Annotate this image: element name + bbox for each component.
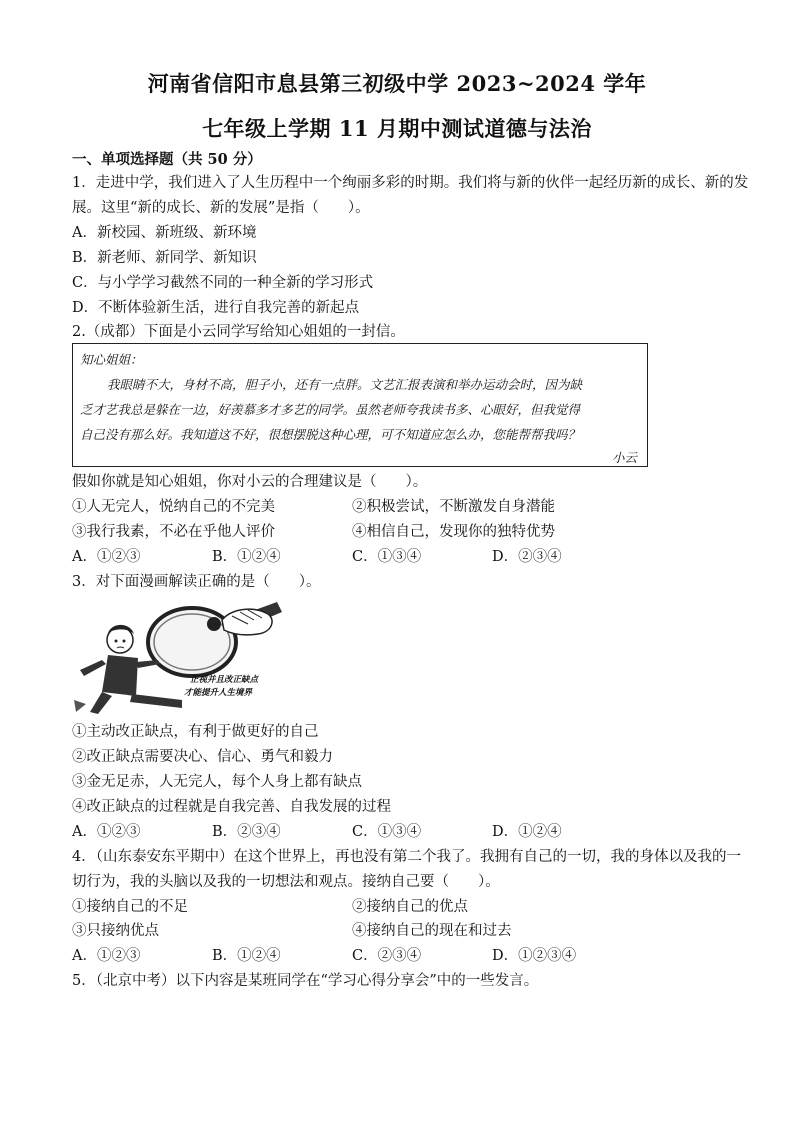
- q4-statement-2: ②接纳自己的优点: [352, 899, 468, 915]
- q1-stem-line2: 展。这里“新的成长、新的发展”是指（ ）。: [72, 200, 370, 216]
- q1-stem-line1: 1．走进中学，我们进入了人生历程中一个绚丽多彩的时期。我们将与新的伙伴一起经历新的成长、新的发: [72, 175, 749, 191]
- letter-box: [72, 343, 648, 467]
- q1-option-c: C．与小学学习截然不同的一种全新的学习形式: [72, 275, 374, 291]
- q3-statement-4: ④改正缺点的过程就是自我完善、自我发展的过程: [72, 799, 391, 815]
- q4-option-c: C．②③④: [352, 948, 422, 964]
- q3-statement-2: ②改正缺点需要决心、信心、勇气和毅力: [72, 749, 333, 765]
- q2-stem: 2.（成都）下面是小云同学写给知心姐姐的一封信。: [72, 324, 405, 340]
- q4-option-b: B．①②④: [212, 948, 281, 964]
- letter-line3: 自己没有那么好。我知道这不好，很想摆脱这种心理，可不知道应怎么办，您能帮帮我吗？: [80, 427, 581, 442]
- man-body: [102, 655, 138, 696]
- q4-statement-3: ③只接纳优点: [72, 923, 159, 939]
- letter-signature: 小云: [611, 450, 637, 465]
- exam-title-line2: 七年级上学期 11 月期中测试道德与法治: [202, 116, 592, 141]
- q3-statement-3: ③金无足赤，人无完人，每个人身上都有缺点: [72, 774, 362, 790]
- q2-ask: 假如你就是知心姐姐，你对小云的合理建议是（ ）。: [72, 474, 428, 490]
- hand-illustration: [222, 609, 272, 635]
- q2-option-a: A．①②③: [72, 549, 141, 565]
- letter-salutation: 知心姐姐：: [80, 352, 143, 367]
- q5-stem: 5．（北京中考）以下内容是某班同学在“学习心得分享会”中的一些发言。: [72, 973, 539, 989]
- q3-option-d: D．①②④: [492, 824, 562, 840]
- q2-statement-3: ③我行我素，不必在乎他人评价: [72, 524, 275, 540]
- q2-statement-1: ①人无完人，悦纳自己的不完美: [72, 499, 275, 515]
- q4-option-d: D．①②③④: [492, 948, 577, 964]
- section-heading: 一、单项选择题（共 50 分）: [72, 151, 262, 168]
- comic-illustration: [72, 600, 282, 715]
- q1-option-d: D．不断体验新生活，进行自我完善的新起点: [72, 300, 360, 316]
- q2-statement-4: ④相信自己，发现你的独特优势: [352, 524, 555, 540]
- q1-option-a: A．新校园、新班级、新环境: [72, 225, 257, 241]
- q2-option-b: B．①②④: [212, 549, 281, 565]
- q2-statement-2: ②积极尝试，不断激发自身潜能: [352, 499, 555, 515]
- q4-option-a: A．①②③: [72, 948, 141, 964]
- comic-caption-2: 才能提升人生境界: [184, 688, 253, 698]
- q4-stem-line2: 切行为，我的头脑以及我的一切想法和观点。接纳自己要（ ）。: [72, 874, 500, 890]
- q3-statement-1: ①主动改正缺点，有利于做更好的自己: [72, 724, 319, 740]
- q3-option-c: C．①③④: [352, 824, 422, 840]
- letter-line2: 乏才艺我总是躲在一边，好羡慕多才多艺的同学。虽然老师夸我读书多、心眼好，但我觉得: [80, 402, 581, 417]
- comic-caption-1: 正视并且改正缺点: [190, 675, 259, 685]
- exam-title-line1: 河南省信阳市息县第三初级中学 2023~2024 学年: [147, 71, 647, 96]
- q2-option-c: C．①③④: [352, 549, 422, 565]
- q4-statement-1: ①接纳自己的不足: [72, 899, 188, 915]
- q1-option-b: B．新老师、新同学、新知识: [72, 250, 257, 266]
- q4-statement-4: ④接纳自己的现在和过去: [352, 923, 512, 939]
- letter-line1: 我眼睛不大，身材不高，胆子小，还有一点胖。文艺汇报表演和举办运动会时，因为缺: [107, 377, 583, 392]
- q3-stem: 3．对下面漫画解读正确的是（ ）。: [72, 574, 321, 590]
- q4-stem-line1: 4．（山东泰安东平期中）在这个世界上，再也没有第二个我了。我拥有自己的一切，我的身体以及我的一: [72, 849, 741, 865]
- defect-spot: [207, 617, 221, 631]
- q3-option-b: B．②③④: [212, 824, 281, 840]
- q2-option-d: D．②③④: [492, 549, 562, 565]
- q3-option-a: A．①②③: [72, 824, 141, 840]
